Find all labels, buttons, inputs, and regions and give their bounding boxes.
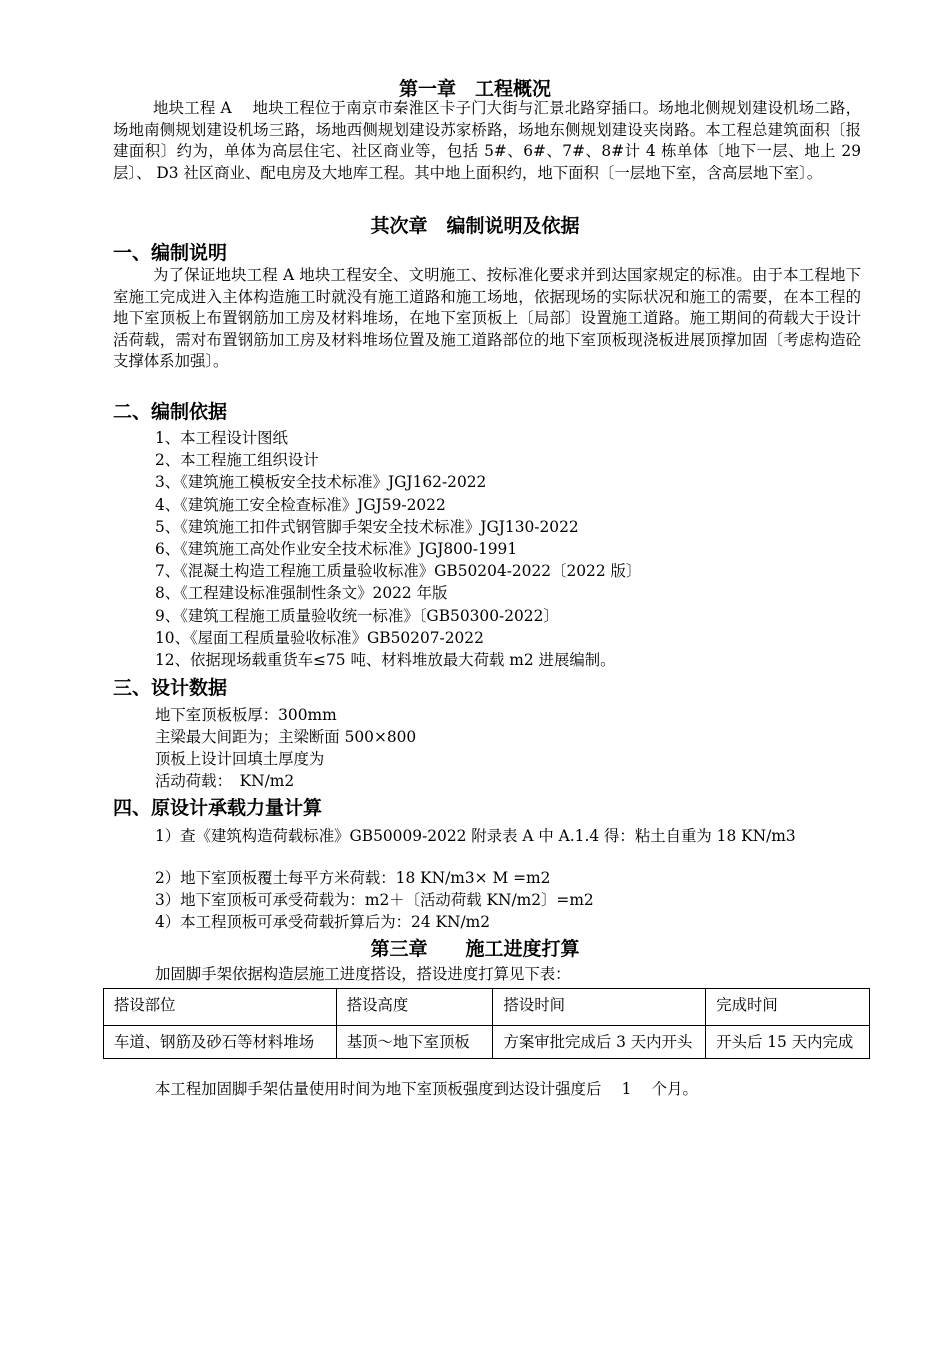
table-cell: 基顶～地下室顶板 [336,1026,493,1059]
reference-list [155,427,641,671]
schedule-intro: 加固脚手架依据构造层施工进度搭设，搭设进度打算见下表： [155,965,571,983]
calc-item [155,825,845,847]
list-item: 2、本工程施工组织设计 [155,451,319,470]
table-header-cell: 搭设时间 [493,989,706,1026]
list-item: 5、《建筑施工扣件式钢管脚手架安全技术标准》JGJ130-2022 [155,517,579,536]
section-1-paragraph: 为了保证地块工程 A 地块工程安全、文明施工、按标准化要求并到达国家规定的标准。由于本工程地下室施工完成进入主体构造施工时就没有施工道路和施工场地，依据现场的实际状况和施工的需要，在本工程的地下室顶板上布置钢筋加工房及材料堆场，在地下室顶板上〔局部〕设置施工道路。施工期间的荷载大于设计活荷载，需对布置钢筋加工房及材料堆场位置及施工道路部位的地下室顶板现浇板进展顶撑加固〔考虑构造砼支撑体系加强〕。 [113,266,861,370]
table-row [104,1026,870,1059]
design-data-line: 地下室顶板板厚：300mm [155,706,337,724]
list-item: 3、《建筑施工模板安全技术标准》JGJ162-2022 [155,473,487,492]
table-cell: 车道、钢筋及砂石等材料堆场 [104,1026,337,1059]
section-2-title: 二、编制依据 [113,401,228,423]
design-data-line: 主梁最大间距为；主梁断面 500×800 [155,728,417,746]
table-header-cell: 搭设高度 [336,989,493,1026]
table-cell: 开头后 15 天内完成 [706,1026,870,1059]
calc-item: 4）本工程顶板可承受荷载折算后为：24 KN/m2 [155,913,491,931]
schedule-footer: 本工程加固脚手架估量使用时间为地下室顶板强度到达设计强度后 1 个月。 [155,1080,698,1098]
section-3-title: 三、设计数据 [113,677,228,699]
calc-item: 2）地下室顶板覆土每平方米荷载：18 KN/m3× M =m2 [155,869,551,887]
list-item: 10、《屋面工程质量验收标准》GB50207-2022 [155,628,484,647]
list-item: 7、《混凝土构造工程施工质量验收标准》GB50204-2022〔2022 版〕 [155,562,642,581]
schedule-table [103,988,870,1059]
list-item: 1、本工程设计图纸 [155,429,288,447]
table-cell: 方案审批完成后 3 天内开头 [493,1026,706,1059]
chapter-1-title: 第一章 工程概况 [398,78,551,100]
section-1-title: 一、编制说明 [113,242,228,264]
list-item: 9、《建筑工程施工质量验收统一标准》〔GB50300-2022〕 [155,606,559,625]
section-4-title: 四、原设计承载力量计算 [113,797,323,819]
calc-item: 3）地下室顶板可承受荷载为：m2＋〔活动荷载 KN/m2〕=m2 [155,891,594,909]
list-item: 12、依据现场载重货车≤75 吨、材料堆放最大荷载 m2 进展编制。 [155,650,616,669]
design-data-line: 活动荷载： KN/m2 [155,772,295,790]
design-data-line: 顶板上设计回填土厚度为 [155,750,325,768]
list-item: 6、《建筑施工高处作业安全技术标准》JGJ800-1991 [155,539,518,558]
chapter-1-paragraph: 地块工程 A 地块工程位于南京市秦淮区卡子门大街与汇景北路穿插口。场地北侧规划建设机场二路，场地南侧规划建设机场三路，场地西侧规划建设苏家桥路，场地东侧规划建设夹岗路。本工程总建筑面积〔报建面积〕约为，单体为高层住宅、社区商业等，包括 5#、6#、7#、8#计 4 栋单体〔地下一层、地上 29 层〕、 D3 社区商业、配电房及大地库工程。其中地上面积约，地下面积〔一层地下室，含高层地下室〕。 [113,99,861,182]
list-item: 8、《工程建设标准强制性条文》2022 年版 [155,584,448,603]
calc-item-text: 1）查《建筑构造荷载标准》GB50009-2022 附录表 A 中 A.1.4 得：粘土自重为 18 KN/m3 [155,827,796,845]
chapter-3-title: 第三章 施工进度打算 [370,938,580,960]
table-header-cell: 完成时间 [706,989,870,1026]
chapter-2-title: 其次章 编制说明及依据 [370,215,580,237]
list-item: 4、《建筑施工安全检查标准》JGJ59-2022 [155,495,446,514]
table-header-cell: 搭设部位 [104,989,337,1026]
table-header-row [104,989,870,1026]
